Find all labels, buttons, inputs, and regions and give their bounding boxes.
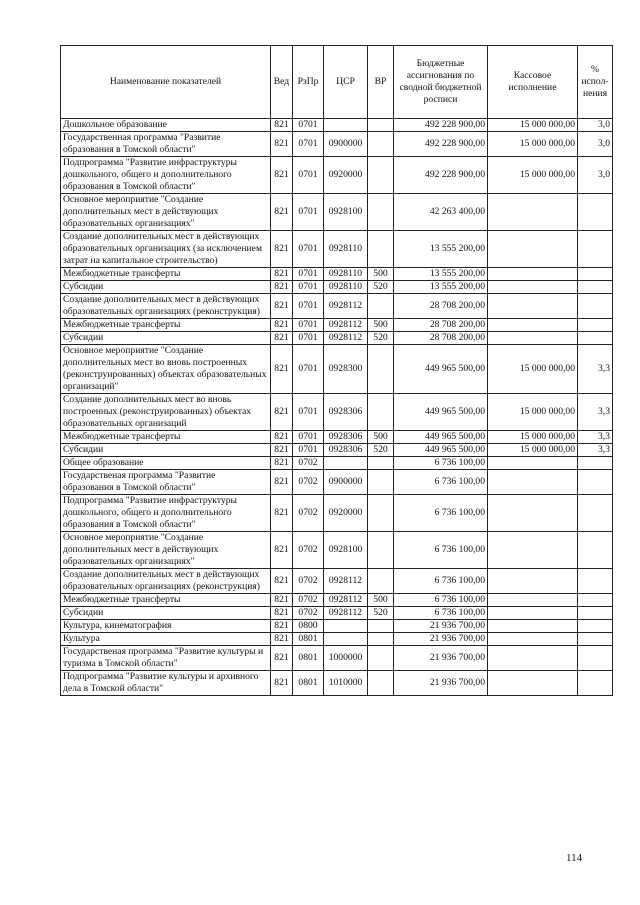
cell-cash [488, 470, 578, 495]
cell-cash: 15 000 000,00 [488, 119, 578, 132]
cell-ved: 821 [271, 431, 293, 444]
cell-pct [578, 294, 613, 319]
cell-cash [488, 532, 578, 569]
cell-assigned: 21 936 700,00 [394, 671, 488, 696]
cell-name: Государственая программа "Развитие образования в Томской области" [61, 470, 271, 495]
cell-csr [324, 119, 368, 132]
cell-cash [488, 646, 578, 671]
cell-assigned: 449 965 500,00 [394, 394, 488, 431]
table-row [61, 132, 613, 157]
cell-pct [578, 594, 613, 607]
table-row [61, 345, 613, 394]
cell-assigned: 6 736 100,00 [394, 607, 488, 620]
cell-csr: 0928112 [324, 294, 368, 319]
cell-cash [488, 294, 578, 319]
cell-name: Культура [61, 633, 271, 646]
cell-rzpr: 0702 [293, 470, 324, 495]
cell-name: Государственная программа "Развитие образования в Томской области" [61, 132, 271, 157]
table-row [61, 620, 613, 633]
cell-assigned: 42 263 400,00 [394, 194, 488, 231]
cell-assigned: 449 965 500,00 [394, 444, 488, 457]
cell-name: Основное мероприятие "Создание дополнительных мест во вновь построенных (реконструированных) объектах образовательных организаций" [61, 345, 271, 394]
cell-name: Создание дополнительных мест в действующих образовательных организациях (реконструкция) [61, 294, 271, 319]
cell-rzpr: 0701 [293, 281, 324, 294]
cell-pct: 3,0 [578, 119, 613, 132]
cell-vr: 520 [368, 281, 394, 294]
cell-name: Основное мероприятие "Создание дополнительных мест в действующих образовательных организациях" [61, 194, 271, 231]
cell-name: Межбюджетные трансферты [61, 431, 271, 444]
cell-vr: 520 [368, 444, 394, 457]
budget-table [60, 45, 613, 696]
cell-csr [324, 633, 368, 646]
cell-vr [368, 132, 394, 157]
cell-name: Межбюджетные трансферты [61, 268, 271, 281]
cell-pct [578, 332, 613, 345]
cell-pct [578, 319, 613, 332]
cell-name: Создание дополнительных мест во вновь построенных (реконструированных) объектах образовательных организаций [61, 394, 271, 431]
cell-cash [488, 457, 578, 470]
header-pct: % испол- нения [578, 46, 613, 119]
cell-csr: 0928112 [324, 569, 368, 594]
cell-cash: 15 000 000,00 [488, 444, 578, 457]
cell-vr [368, 532, 394, 569]
cell-ved: 821 [271, 495, 293, 532]
cell-assigned: 6 736 100,00 [394, 457, 488, 470]
header-row [61, 46, 613, 119]
cell-csr: 0900000 [324, 132, 368, 157]
cell-rzpr: 0701 [293, 319, 324, 332]
cell-csr: 0928112 [324, 607, 368, 620]
cell-ved: 821 [271, 394, 293, 431]
cell-name: Субсидии [61, 444, 271, 457]
cell-assigned: 6 736 100,00 [394, 470, 488, 495]
cell-ved: 821 [271, 281, 293, 294]
cell-vr [368, 633, 394, 646]
cell-pct [578, 569, 613, 594]
cell-pct [578, 268, 613, 281]
cell-name: Субсидии [61, 281, 271, 294]
cell-assigned: 13 555 200,00 [394, 281, 488, 294]
cell-vr [368, 457, 394, 470]
cell-name: Межбюджетные трансферты [61, 594, 271, 607]
cell-rzpr: 0701 [293, 231, 324, 268]
cell-rzpr: 0702 [293, 495, 324, 532]
header-rzpr: РзПр [293, 46, 324, 119]
cell-rzpr: 0801 [293, 646, 324, 671]
cell-rzpr: 0701 [293, 444, 324, 457]
cell-vr [368, 157, 394, 194]
cell-vr: 500 [368, 319, 394, 332]
cell-cash [488, 607, 578, 620]
cell-csr: 0920000 [324, 495, 368, 532]
cell-cash [488, 268, 578, 281]
cell-name: Основное мероприятие "Создание дополнительных мест в действующих образовательных организациях" [61, 532, 271, 569]
cell-csr: 0928100 [324, 532, 368, 569]
cell-csr [324, 457, 368, 470]
cell-ved: 821 [271, 444, 293, 457]
cell-vr [368, 620, 394, 633]
cell-pct: 3,0 [578, 157, 613, 194]
cell-cash: 15 000 000,00 [488, 157, 578, 194]
cell-vr [368, 345, 394, 394]
table-row [61, 646, 613, 671]
cell-cash [488, 194, 578, 231]
cell-csr: 0928110 [324, 281, 368, 294]
cell-pct [578, 231, 613, 268]
cell-vr [368, 294, 394, 319]
table-row [61, 633, 613, 646]
cell-csr: 0928112 [324, 319, 368, 332]
table-row [61, 431, 613, 444]
cell-ved: 821 [271, 119, 293, 132]
cell-assigned: 21 936 700,00 [394, 646, 488, 671]
cell-csr [324, 620, 368, 633]
header-name: Наименование показателей [61, 46, 271, 119]
cell-cash [488, 319, 578, 332]
cell-vr [368, 495, 394, 532]
cell-assigned: 13 555 200,00 [394, 268, 488, 281]
table-row [61, 231, 613, 268]
cell-rzpr: 0701 [293, 394, 324, 431]
cell-ved: 821 [271, 646, 293, 671]
table-row [61, 569, 613, 594]
cell-csr: 0928110 [324, 231, 368, 268]
cell-assigned: 449 965 500,00 [394, 431, 488, 444]
cell-pct [578, 633, 613, 646]
cell-csr: 1000000 [324, 646, 368, 671]
cell-ved: 821 [271, 470, 293, 495]
cell-vr [368, 671, 394, 696]
cell-rzpr: 0702 [293, 607, 324, 620]
cell-rzpr: 0801 [293, 633, 324, 646]
cell-rzpr: 0701 [293, 345, 324, 394]
cell-pct: 3,3 [578, 394, 613, 431]
cell-name: Подпрограмма "Развитие инфраструктуры дошкольного, общего и дополнительного образования в Томской области" [61, 495, 271, 532]
cell-cash: 15 000 000,00 [488, 345, 578, 394]
cell-cash: 15 000 000,00 [488, 431, 578, 444]
cell-pct [578, 470, 613, 495]
cell-rzpr: 0702 [293, 457, 324, 470]
table-row [61, 294, 613, 319]
cell-rzpr: 0701 [293, 332, 324, 345]
cell-cash: 15 000 000,00 [488, 394, 578, 431]
page-number: 114 [566, 852, 583, 864]
cell-name: Общее образование [61, 457, 271, 470]
cell-assigned: 21 936 700,00 [394, 620, 488, 633]
cell-rzpr: 0701 [293, 431, 324, 444]
cell-csr: 0928306 [324, 394, 368, 431]
cell-pct [578, 646, 613, 671]
cell-rzpr: 0701 [293, 268, 324, 281]
cell-cash [488, 594, 578, 607]
cell-assigned: 28 708 200,00 [394, 294, 488, 319]
cell-ved: 821 [271, 671, 293, 696]
cell-rzpr: 0701 [293, 157, 324, 194]
cell-name: Субсидии [61, 607, 271, 620]
cell-rzpr: 0701 [293, 294, 324, 319]
cell-assigned: 492 228 900,00 [394, 119, 488, 132]
header-assigned: Бюджетные ассигнования по сводной бюджетной росписи [394, 46, 488, 119]
cell-vr [368, 394, 394, 431]
cell-ved: 821 [271, 532, 293, 569]
cell-ved: 821 [271, 620, 293, 633]
cell-pct: 3,3 [578, 444, 613, 457]
cell-ved: 821 [271, 332, 293, 345]
cell-csr: 0900000 [324, 470, 368, 495]
cell-ved: 821 [271, 607, 293, 620]
cell-assigned: 13 555 200,00 [394, 231, 488, 268]
cell-pct: 3,3 [578, 345, 613, 394]
cell-rzpr: 0800 [293, 620, 324, 633]
cell-pct [578, 194, 613, 231]
cell-name: Подпрограмма "Развитие инфраструктуры дошкольного, общего и дополнительного образования в Томской области" [61, 157, 271, 194]
cell-cash [488, 495, 578, 532]
cell-ved: 821 [271, 457, 293, 470]
table-row [61, 532, 613, 569]
cell-rzpr: 0702 [293, 532, 324, 569]
cell-vr: 500 [368, 594, 394, 607]
cell-name: Государственая программа "Развитие культуры и туризма в Томской области" [61, 646, 271, 671]
cell-vr [368, 470, 394, 495]
cell-ved: 821 [271, 132, 293, 157]
cell-vr: 520 [368, 607, 394, 620]
cell-name: Создание дополнительных мест в действующих образовательных организациях (реконструкция) [61, 569, 271, 594]
cell-assigned: 28 708 200,00 [394, 332, 488, 345]
cell-cash [488, 620, 578, 633]
header-cash: Кассовое исполнение [488, 46, 578, 119]
cell-pct [578, 495, 613, 532]
cell-ved: 821 [271, 594, 293, 607]
cell-vr [368, 119, 394, 132]
cell-csr: 0928306 [324, 444, 368, 457]
cell-cash [488, 671, 578, 696]
table-row [61, 444, 613, 457]
cell-vr [368, 194, 394, 231]
cell-rzpr: 0701 [293, 194, 324, 231]
cell-csr: 0928110 [324, 268, 368, 281]
cell-vr: 500 [368, 268, 394, 281]
cell-rzpr: 0701 [293, 132, 324, 157]
cell-cash: 15 000 000,00 [488, 132, 578, 157]
header-vr: ВР [368, 46, 394, 119]
cell-name: Подпрограмма "Развитие культуры и архивного дела в Томской области" [61, 671, 271, 696]
cell-name: Создание дополнительных мест в действующих образовательных организациях (за исключением затрат на капитальное строительство) [61, 231, 271, 268]
table-row [61, 194, 613, 231]
cell-name: Субсидии [61, 332, 271, 345]
cell-cash [488, 281, 578, 294]
cell-vr [368, 569, 394, 594]
cell-assigned: 6 736 100,00 [394, 532, 488, 569]
table-row [61, 268, 613, 281]
cell-ved: 821 [271, 194, 293, 231]
table-row [61, 157, 613, 194]
cell-vr [368, 231, 394, 268]
cell-assigned: 28 708 200,00 [394, 319, 488, 332]
cell-rzpr: 0801 [293, 671, 324, 696]
table-row [61, 119, 613, 132]
cell-cash [488, 633, 578, 646]
cell-vr [368, 646, 394, 671]
cell-rzpr: 0702 [293, 569, 324, 594]
cell-assigned: 21 936 700,00 [394, 633, 488, 646]
table-row [61, 394, 613, 431]
cell-pct: 3,0 [578, 132, 613, 157]
cell-csr: 1010000 [324, 671, 368, 696]
cell-pct [578, 620, 613, 633]
cell-assigned: 6 736 100,00 [394, 495, 488, 532]
cell-cash [488, 231, 578, 268]
cell-csr: 0928300 [324, 345, 368, 394]
cell-ved: 821 [271, 345, 293, 394]
cell-assigned: 492 228 900,00 [394, 157, 488, 194]
cell-ved: 821 [271, 569, 293, 594]
table-row [61, 281, 613, 294]
cell-name: Межбюджетные трансферты [61, 319, 271, 332]
table-row [61, 594, 613, 607]
cell-vr: 520 [368, 332, 394, 345]
cell-ved: 821 [271, 231, 293, 268]
cell-rzpr: 0702 [293, 594, 324, 607]
cell-assigned: 6 736 100,00 [394, 594, 488, 607]
cell-ved: 821 [271, 633, 293, 646]
cell-ved: 821 [271, 157, 293, 194]
cell-csr: 0928306 [324, 431, 368, 444]
cell-pct: 3,3 [578, 431, 613, 444]
table-row [61, 457, 613, 470]
cell-rzpr: 0701 [293, 119, 324, 132]
cell-name: Культура, кинематография [61, 620, 271, 633]
cell-cash [488, 569, 578, 594]
cell-csr: 0928112 [324, 332, 368, 345]
cell-pct [578, 457, 613, 470]
table-row [61, 319, 613, 332]
header-ved: Вед [271, 46, 293, 119]
cell-vr: 500 [368, 431, 394, 444]
cell-assigned: 492 228 900,00 [394, 132, 488, 157]
table-row [61, 495, 613, 532]
table-row [61, 671, 613, 696]
cell-csr: 0928100 [324, 194, 368, 231]
cell-ved: 821 [271, 319, 293, 332]
cell-cash [488, 332, 578, 345]
cell-ved: 821 [271, 268, 293, 281]
table-row [61, 607, 613, 620]
cell-csr: 0928112 [324, 594, 368, 607]
cell-name: Дошкольное образование [61, 119, 271, 132]
cell-pct [578, 607, 613, 620]
cell-csr: 0920000 [324, 157, 368, 194]
cell-assigned: 6 736 100,00 [394, 569, 488, 594]
cell-assigned: 449 965 500,00 [394, 345, 488, 394]
table-row [61, 332, 613, 345]
cell-ved: 821 [271, 294, 293, 319]
cell-pct [578, 671, 613, 696]
table-row [61, 470, 613, 495]
cell-pct [578, 281, 613, 294]
cell-pct [578, 532, 613, 569]
header-csr: ЦСР [324, 46, 368, 119]
